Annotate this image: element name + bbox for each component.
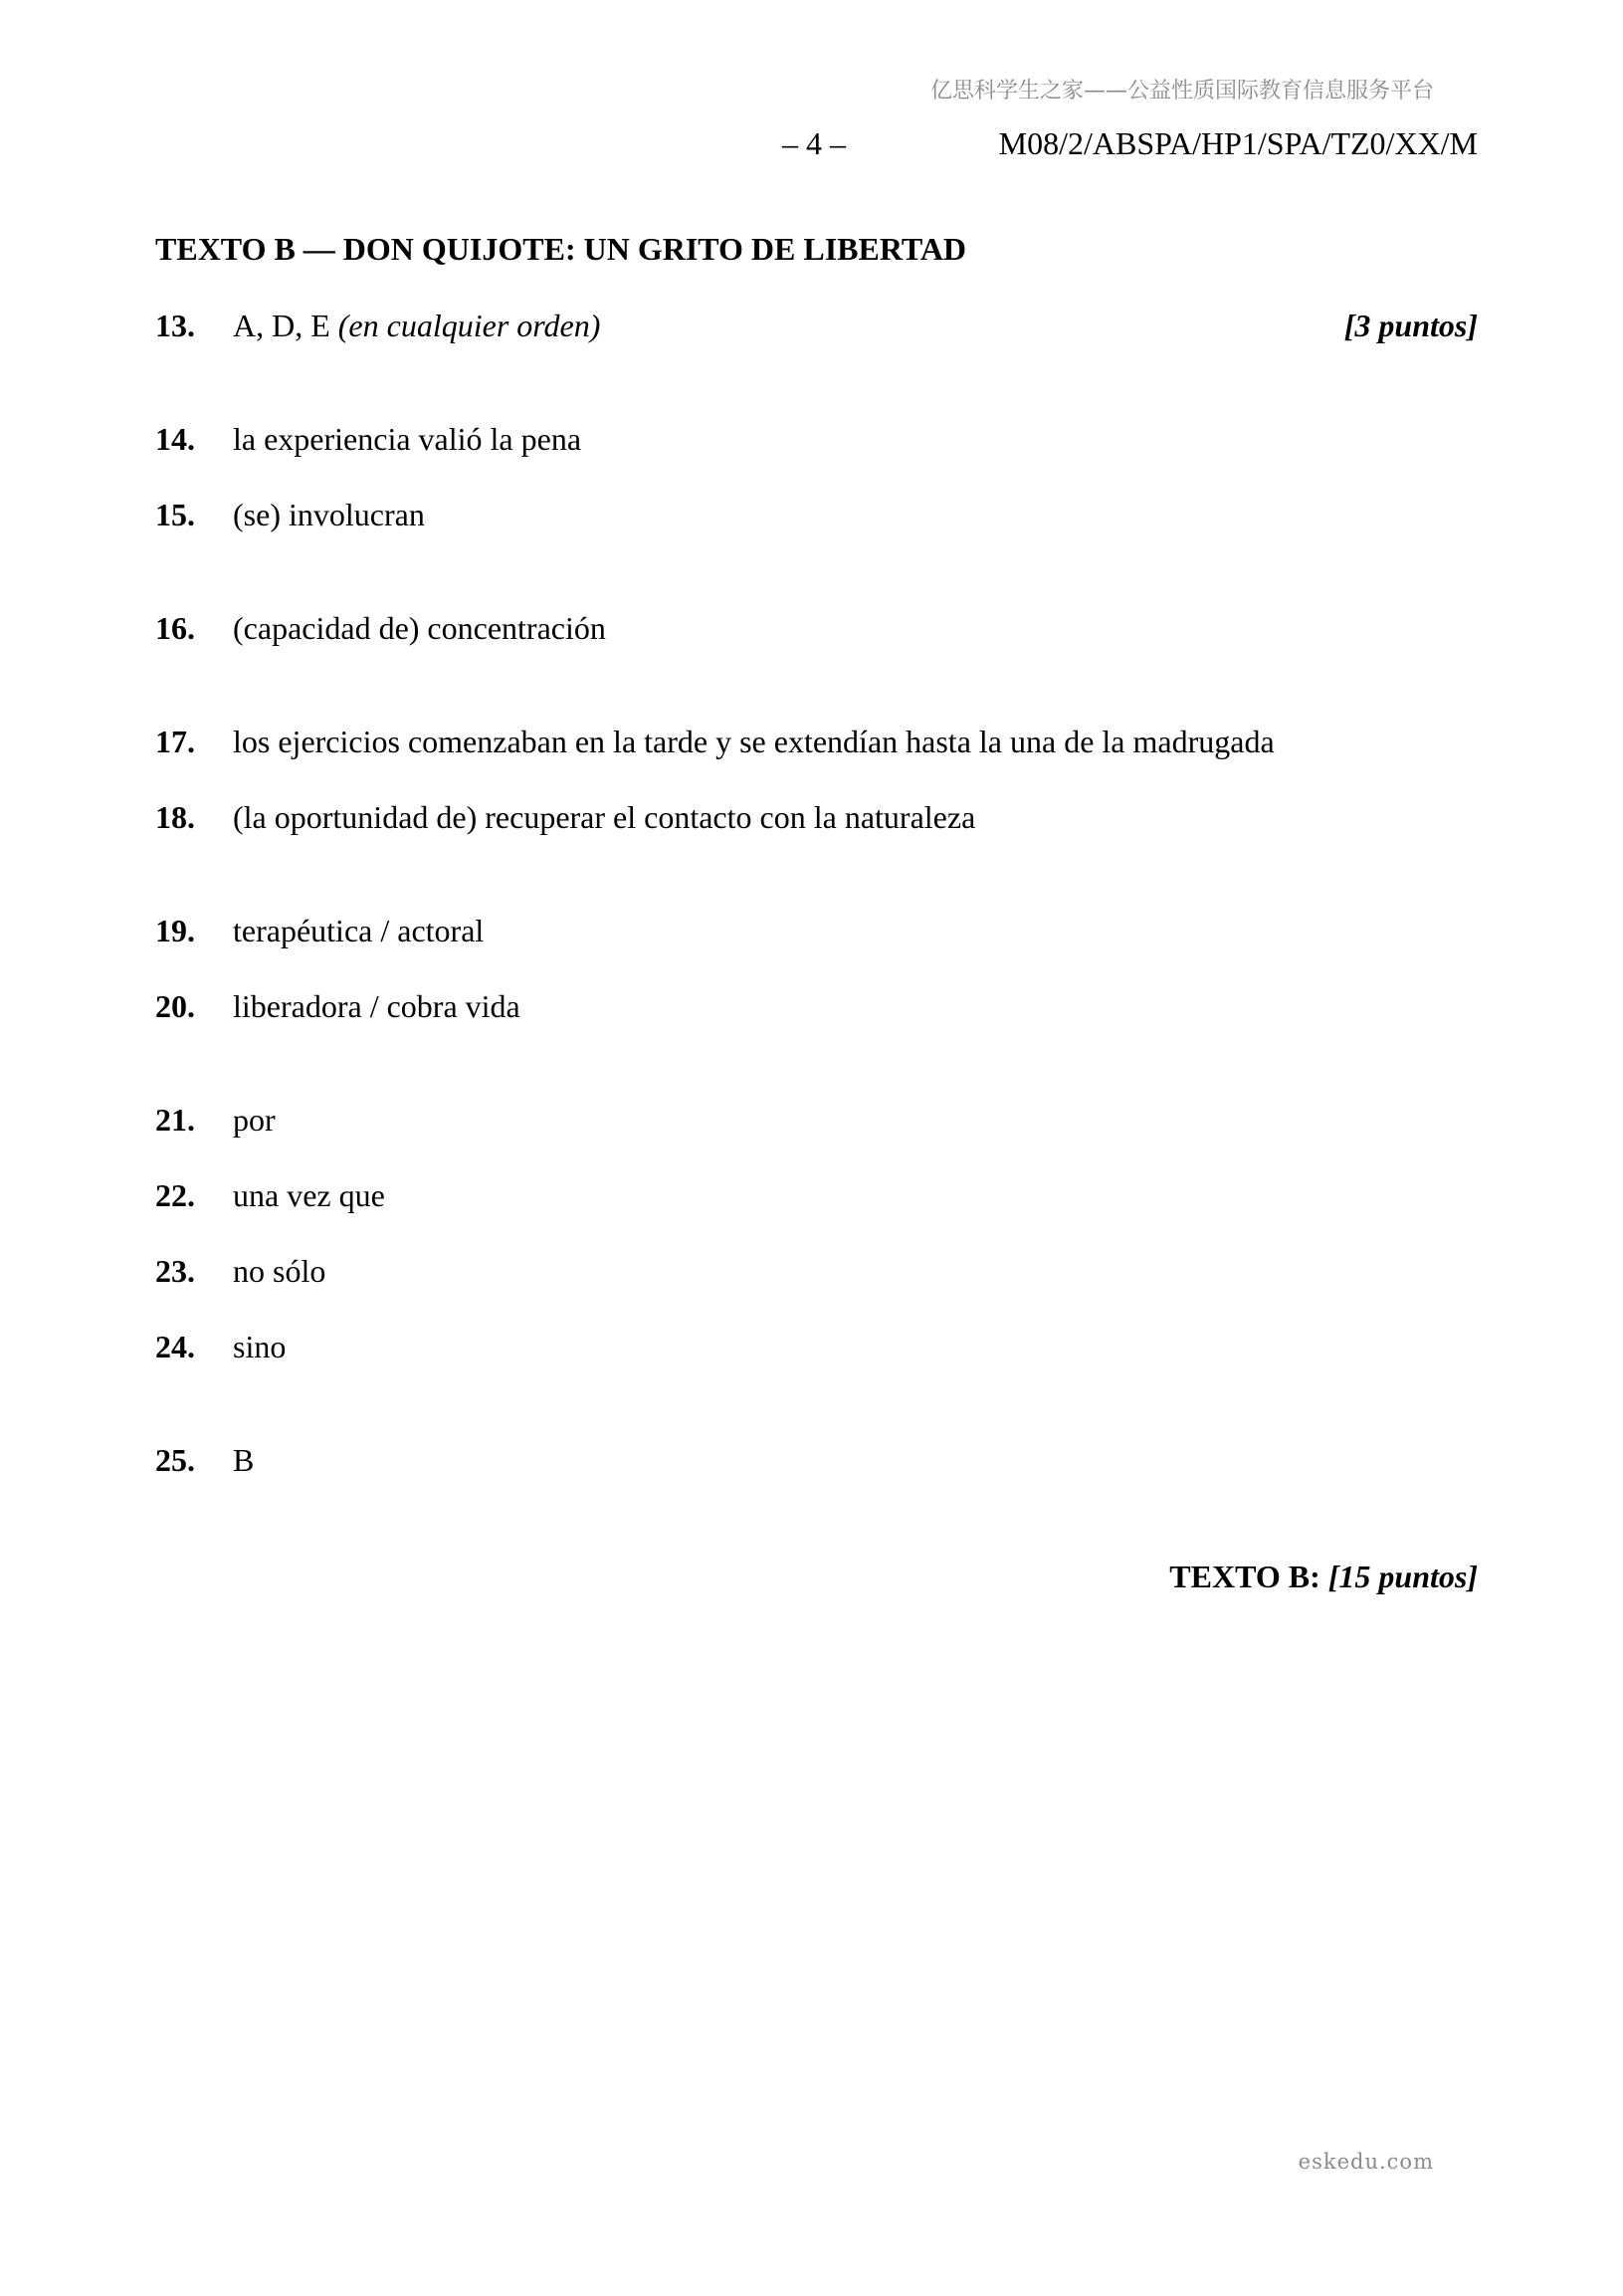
question-answer: terapéutica / actoral bbox=[233, 913, 485, 948]
question-16 bbox=[155, 610, 1478, 650]
question-number: 20. bbox=[155, 988, 195, 1024]
question-15 bbox=[155, 497, 1478, 536]
question-number: 25. bbox=[155, 1442, 195, 1478]
question-answer: (se) involucran bbox=[233, 497, 425, 532]
question-number: 18. bbox=[155, 799, 195, 835]
question-25 bbox=[155, 1442, 1478, 1482]
question-answer bbox=[233, 308, 600, 344]
question-number: 19. bbox=[155, 913, 195, 948]
header-watermark: 亿思科学生之家——公益性质国际教育信息服务平台 bbox=[929, 79, 1434, 104]
question-answer: no sólo bbox=[233, 1253, 326, 1289]
section-total bbox=[1169, 1559, 1478, 1595]
question-18 bbox=[155, 799, 1478, 839]
question-number: 17. bbox=[155, 724, 195, 759]
total-points: [15 puntos] bbox=[1327, 1559, 1478, 1594]
question-number: 23. bbox=[155, 1253, 195, 1289]
footer-watermark: eskedu.com bbox=[1298, 2150, 1434, 2174]
section-title: TEXTO B — DON QUIJOTE: UN GRITO DE LIBERTAD bbox=[155, 231, 967, 267]
question-20 bbox=[155, 988, 1478, 1028]
question-number: 22. bbox=[155, 1177, 195, 1213]
question-number: 14. bbox=[155, 421, 195, 457]
question-24 bbox=[155, 1329, 1478, 1368]
answer-note: (en cualquier orden) bbox=[337, 308, 601, 343]
question-points: [3 puntos] bbox=[1343, 308, 1478, 343]
question-23 bbox=[155, 1253, 1478, 1293]
question-number: 24. bbox=[155, 1329, 195, 1364]
question-21 bbox=[155, 1102, 1478, 1142]
question-answer: una vez que bbox=[233, 1177, 385, 1213]
question-answer: B bbox=[233, 1442, 255, 1478]
question-number: 21. bbox=[155, 1102, 195, 1138]
question-13 bbox=[155, 308, 1478, 347]
question-number: 15. bbox=[155, 497, 195, 532]
question-answer: la experiencia valió la pena bbox=[233, 421, 582, 457]
question-19 bbox=[155, 913, 1478, 952]
page-number: – 4 – bbox=[782, 125, 846, 161]
question-14 bbox=[155, 421, 1478, 461]
question-number: 13. bbox=[155, 308, 195, 343]
question-answer: liberadora / cobra vida bbox=[233, 988, 520, 1024]
answer-text: A, D, E bbox=[233, 308, 330, 343]
question-17 bbox=[155, 724, 1478, 763]
question-number: 16. bbox=[155, 610, 195, 646]
question-answer: los ejercicios comenzaban en la tarde y se extendían hasta la una de la madrugada bbox=[233, 724, 1275, 759]
question-answer: sino bbox=[233, 1329, 287, 1364]
question-answer: (la oportunidad de) recuperar el contacto con la naturaleza bbox=[233, 799, 976, 835]
question-answer: (capacidad de) concentración bbox=[233, 610, 606, 646]
question-answer: por bbox=[233, 1102, 276, 1138]
total-label: TEXTO B: bbox=[1169, 1559, 1320, 1594]
exam-code: M08/2/ABSPA/HP1/SPA/TZ0/XX/M bbox=[998, 125, 1478, 161]
question-22 bbox=[155, 1177, 1478, 1217]
